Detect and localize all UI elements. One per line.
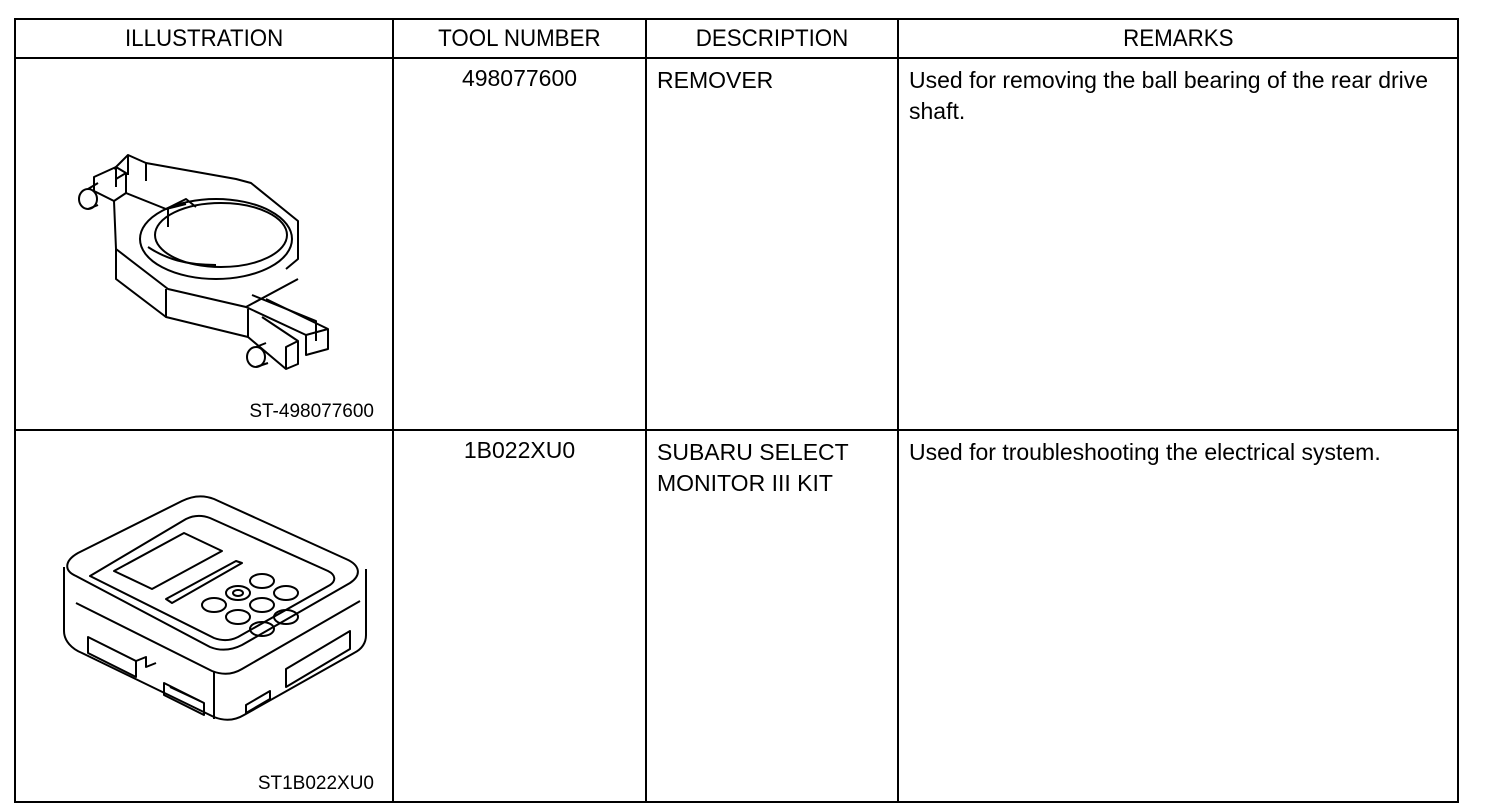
description: SUBARU SELECT MONITOR III KIT [646, 430, 898, 802]
header-tool-number: TOOL NUMBER [393, 19, 646, 58]
illustration-code: ST-498077600 [249, 401, 374, 422]
table-row [15, 58, 1458, 430]
remover-tool-illustration [16, 59, 394, 423]
special-tools-table [14, 18, 1459, 803]
illustration-cell [15, 430, 393, 802]
illustration-code: ST1B022XU0 [257, 773, 374, 794]
illustration-cell [15, 58, 393, 430]
description: REMOVER [646, 58, 898, 430]
remarks: Used for removing the ball bearing of the rear drive shaft. [898, 58, 1458, 430]
select-monitor-illustration [16, 431, 394, 795]
header-remarks: REMARKS [898, 19, 1458, 58]
tool-number: 498077600 [393, 58, 646, 430]
table-header-row [15, 19, 1458, 58]
tool-number: 1B022XU0 [393, 430, 646, 802]
header-description: DESCRIPTION [646, 19, 898, 58]
remarks: Used for troubleshooting the electrical system. [898, 430, 1458, 802]
header-illustration: ILLUSTRATION [15, 19, 393, 58]
table-row [15, 430, 1458, 802]
